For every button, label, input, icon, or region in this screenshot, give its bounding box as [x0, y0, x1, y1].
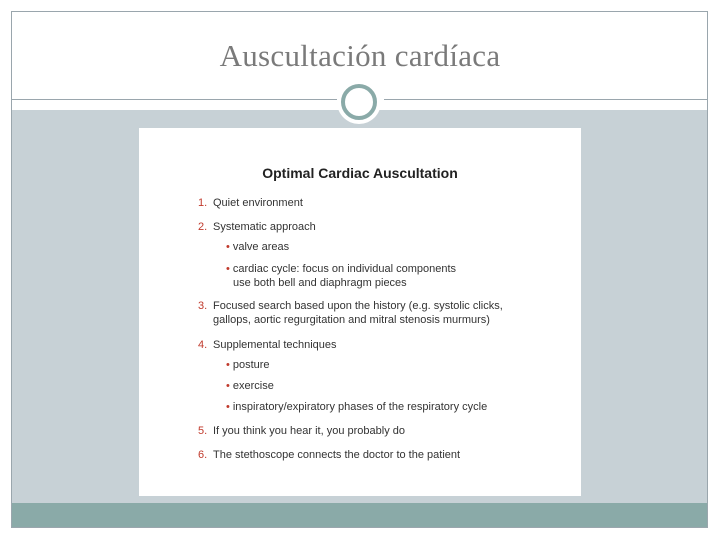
sub-item-text: inspiratory/expiratory phases of the respiratory cycle [232, 401, 488, 413]
item-text: If you think you hear it, you probably do [213, 425, 406, 437]
slide-title: Auscultación cardíaca [219, 38, 501, 73]
item-continuation: gallops, aortic regurgitation and mitral stenosis murmurs) [213, 314, 490, 326]
bullet-icon: • [226, 401, 230, 413]
sub-item [226, 379, 274, 393]
item-number: 4. [198, 339, 208, 351]
sub-item-text: exercise [232, 380, 274, 392]
title-divider-right [384, 99, 708, 100]
footer-band [12, 503, 707, 527]
item-text: Systematic approach [213, 221, 316, 233]
item-number: 6. [198, 449, 208, 461]
bullet-icon: • [226, 359, 230, 371]
sub-item [226, 262, 456, 276]
item-number: 1. [198, 197, 208, 209]
item-text: Supplemental techniques [213, 339, 337, 351]
circle-ring-icon [341, 84, 377, 120]
item-text: The stethoscope connects the doctor to the patient [213, 449, 461, 461]
item-number: 2. [198, 221, 208, 233]
bullet-icon: • [226, 263, 230, 275]
item-text: Quiet environment [213, 197, 303, 209]
sub-item-text: valve areas [232, 241, 290, 253]
sub-item-continuation: use both bell and diaphragm pieces [233, 277, 407, 289]
list-item [198, 196, 303, 210]
sub-item-text: cardiac cycle: focus on individual components [232, 263, 457, 275]
sub-item-text: posture [232, 359, 270, 371]
sub-item [226, 400, 487, 414]
auscultation-figure [139, 128, 581, 496]
title-divider-left [11, 99, 337, 100]
list-item [198, 448, 460, 462]
bullet-icon: • [226, 241, 230, 253]
item-number: 5. [198, 425, 208, 437]
list-item [198, 338, 337, 352]
item-number: 3. [198, 300, 208, 312]
sub-item [226, 358, 270, 372]
sub-item [226, 240, 289, 254]
item-text: Focused search based upon the history (e.g. systolic clicks, [213, 300, 503, 312]
figure-title: Optimal Cardiac Auscultation [262, 165, 458, 181]
list-item [198, 220, 316, 234]
list-item [198, 424, 405, 438]
list-item [198, 299, 503, 313]
bullet-icon: • [226, 380, 230, 392]
